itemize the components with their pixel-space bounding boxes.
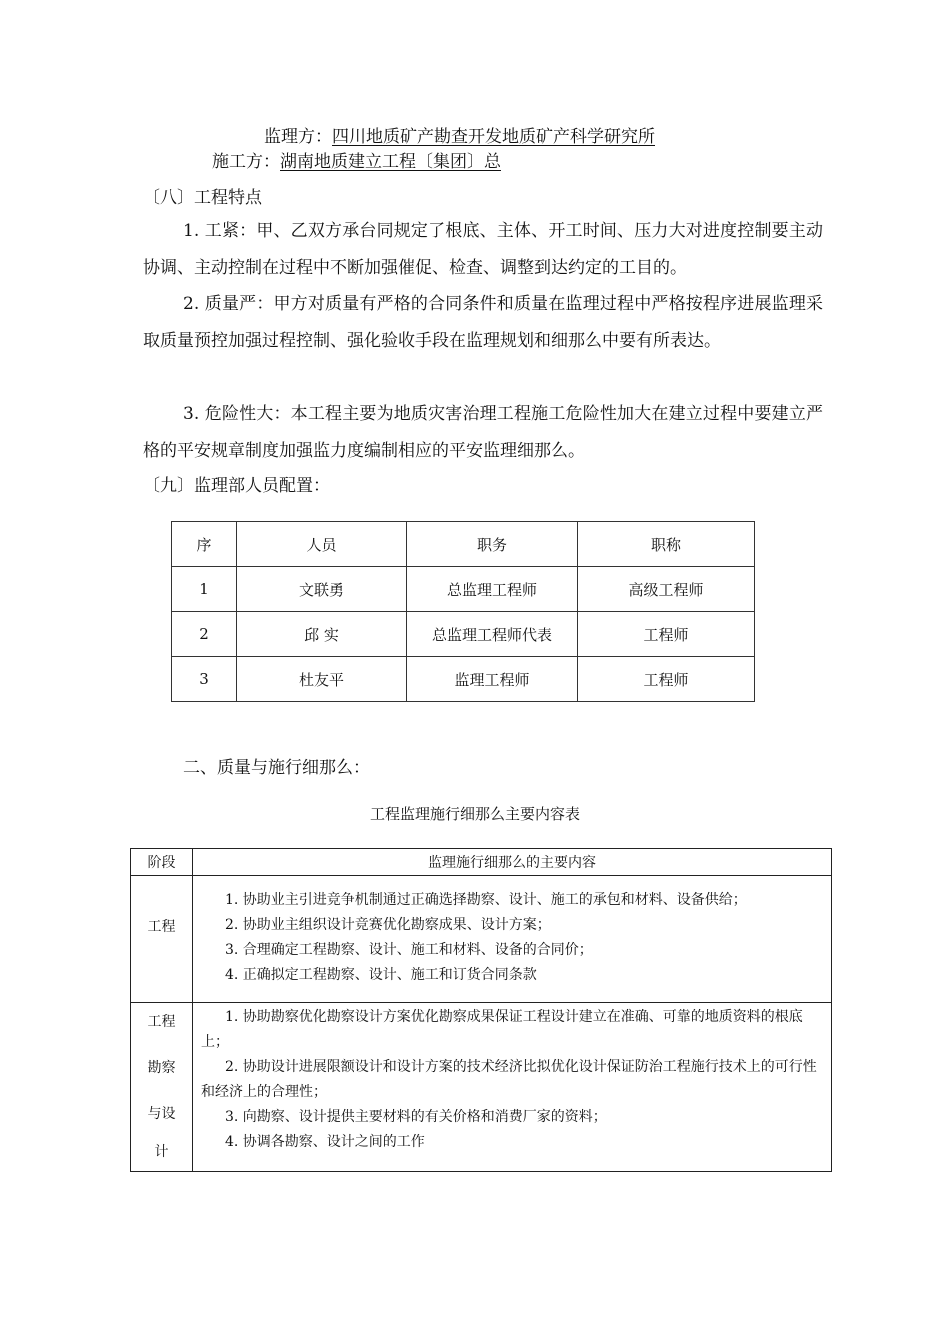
cell-title: 工程师 [578, 657, 755, 702]
stage-cell [131, 1003, 193, 1172]
cell-title: 高级工程师 [578, 567, 755, 612]
table-row [172, 567, 755, 612]
stage-cell [131, 876, 193, 1003]
contractor-name: 湖南地质建立工程〔集团〕总 [280, 152, 501, 172]
cell-person: 文联勇 [237, 567, 407, 612]
paragraph-2-text: 2. 质量严：甲方对质量有严格的合同条件和质量在监理过程中严格按程序进展监理采取质量预控加强过程控制、强化验收手段在监理规划和细那么中要有所表达。 [143, 294, 823, 351]
table-caption: 工程监理施行细那么主要内容表 [369, 805, 580, 823]
list-item: 4. 正确拟定工程勘察、设计、施工和订货合同条款 [225, 967, 537, 983]
list-item: 2. 协助设计进展限额设计和设计方案的技术经济比拟优化设计保证防治工程施行技术上的可行性和经济上的合理性； [201, 1059, 817, 1100]
supervisor-line [264, 125, 655, 149]
content-cell [193, 1003, 832, 1172]
col-header-index: 序 [172, 522, 237, 567]
section-two-heading: 二、质量与施行细那么： [183, 758, 370, 778]
cell-position: 总监理工程师代表 [407, 612, 578, 657]
cell-index: 3 [172, 657, 237, 702]
list-item: 3. 合理确定工程勘察、设计、施工和材料、设备的合同价； [225, 942, 593, 958]
col-header-title: 职称 [578, 522, 755, 567]
list-item: 1. 协助业主引进竞争机制通过正确选择勘察、设计、施工的承包和材料、设备供给； [225, 892, 747, 908]
table-row [172, 657, 755, 702]
section9-heading: 〔九〕监理部人员配置： [143, 476, 330, 496]
section8-paragraph-1 [143, 213, 823, 287]
cell-person: 杜友平 [237, 657, 407, 702]
stage-name-line: 勘察 [147, 1060, 176, 1076]
supervisor-name: 四川地质矿产勘查开发地质矿产科学研究所 [332, 127, 655, 147]
col-header-stage: 阶段 [131, 849, 193, 876]
section8-heading: 〔八〕工程特点 [143, 188, 262, 208]
stage-name: 工程 [147, 919, 176, 935]
paragraph-3-text: 3. 危险性大：本工程主要为地质灾害治理工程施工危险性加大在建立过程中要建立严格的平安规章制度加强监力度编制相应的平安监理细那么。 [143, 404, 823, 461]
table-row [131, 1003, 832, 1172]
stage-name-line: 与设 [147, 1106, 176, 1122]
plan-table [130, 848, 832, 1172]
table-header-row [172, 522, 755, 567]
content-cell [193, 876, 832, 1003]
table-header-row [131, 849, 832, 876]
contractor-line [212, 150, 501, 174]
cell-index: 1 [172, 567, 237, 612]
list-item: 4. 协调各勘察、设计之间的工作 [225, 1134, 425, 1150]
table-row [172, 612, 755, 657]
stage-name-line: 计 [154, 1144, 169, 1160]
cell-person: 邱 实 [237, 612, 407, 657]
cell-position: 监理工程师 [407, 657, 578, 702]
cell-position: 总监理工程师 [407, 567, 578, 612]
contractor-label: 施工方： [212, 152, 280, 172]
staff-table [171, 521, 755, 702]
col-header-content: 监理施行细那么的主要内容 [193, 849, 832, 876]
list-item: 3. 向勘察、设计提供主要材料的有关价格和消费厂家的资料； [225, 1109, 607, 1125]
paragraph-1-text: 1. 工紧：甲、乙双方承台同规定了根底、主体、开工时间、压力大对进度控制要主动协调、主动控制在过程中不断加强催促、检查、调整到达约定的工目的。 [143, 221, 823, 278]
section8-paragraph-2 [143, 286, 823, 360]
table-row [131, 876, 832, 1003]
section8-paragraph-3 [143, 396, 823, 470]
stage-name-line: 工程 [147, 1014, 176, 1030]
list-item: 1. 协助勘察优化勘察设计方案优化勘察成果保证工程设计建立在准确、可靠的地质资料的根底上； [201, 1009, 803, 1050]
col-header-position: 职务 [407, 522, 578, 567]
cell-title: 工程师 [578, 612, 755, 657]
col-header-person: 人员 [237, 522, 407, 567]
supervisor-label: 监理方： [264, 127, 332, 147]
list-item: 2. 协助业主组织设计竞赛优化勘察成果、设计方案； [225, 917, 551, 933]
cell-index: 2 [172, 612, 237, 657]
